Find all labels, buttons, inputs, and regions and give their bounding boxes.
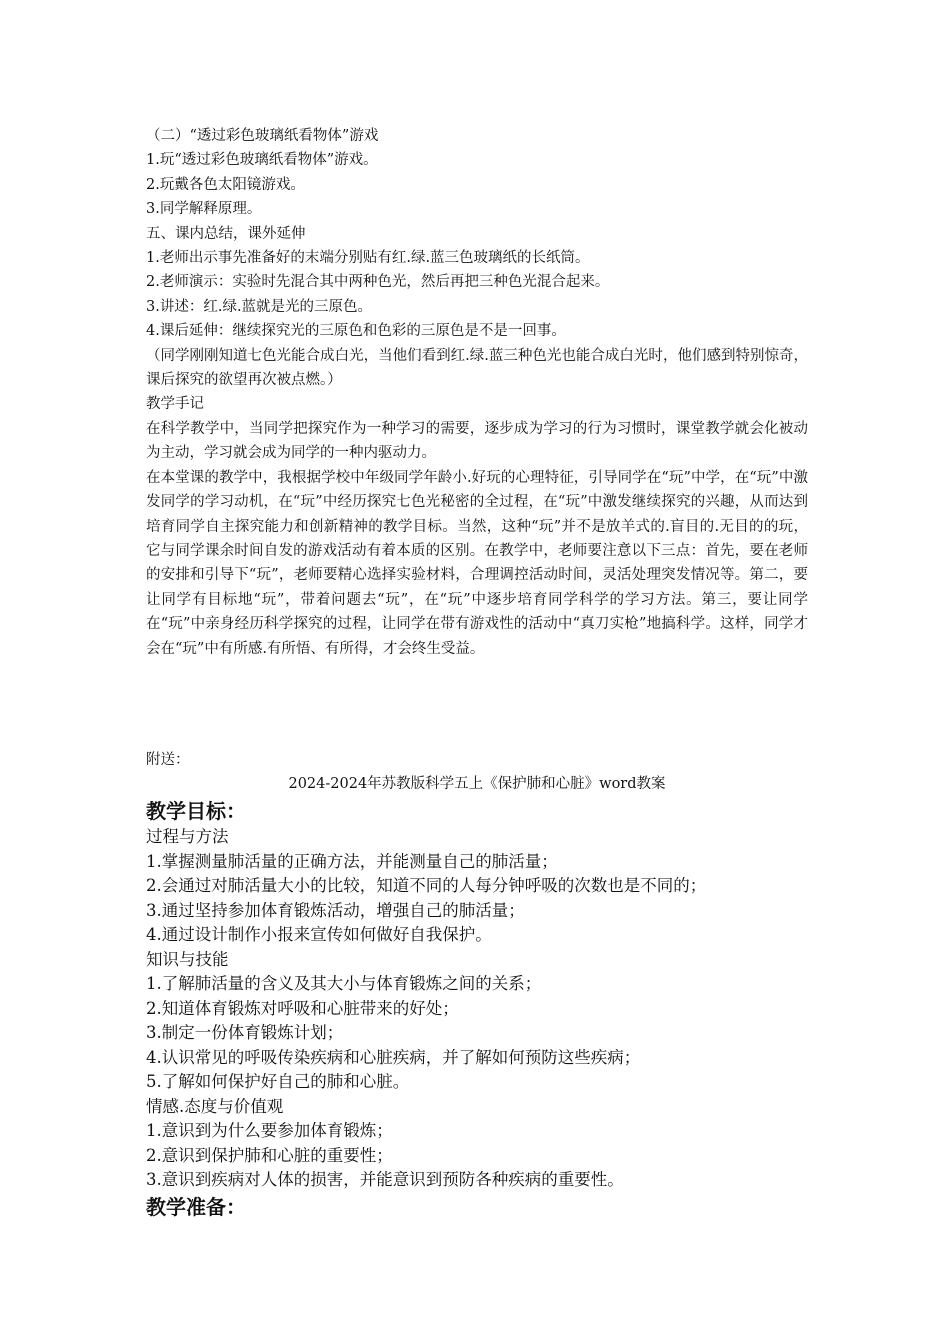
goal-item: 3.通过坚持参加体育锻炼活动，增强自己的肺活量； xyxy=(146,900,525,920)
notes-paragraph: 在科学教学中，当同学把探究作为一种学习的需要，逐步成为学习的行为习惯时，课堂教学就会化被动为主动，学习就会成为同学的一种内驱动力。 xyxy=(146,420,808,462)
activity-line: 4.课后延伸：继续探究光的三原色和色彩的三原色是不是一回事。 xyxy=(146,323,566,340)
activity-line: 2.玩戴各色太阳镜游戏。 xyxy=(146,176,305,193)
goal-item: 3.制定一份体育锻炼计划； xyxy=(146,1023,344,1042)
activity-line: 2.老师演示：实验时先混合其中两种色光，然后再把三种色光混合起来。 xyxy=(146,274,610,291)
goals-heading: 教学目标： xyxy=(146,799,246,823)
goal-item: 5.了解如何保护好自己的肺和心脏。 xyxy=(146,1072,410,1091)
goal-item: 2.知道体育锻炼对呼吸和心脏带来的好处； xyxy=(146,998,459,1018)
notes-paragraph: 在本堂课的教学中，我根据学校中年级同学年龄小.好玩的心理特征，引导同学在“玩”中学，在“玩”中激发同学的学习动机，在“玩”中经历探究七色光秘密的全过程，在“玩”中激发继续探究的兴趣，从而达到培育同学自主探究能力和创新精神的教学目标。当然，这种“玩”并不是放羊式的.盲目的.无目的的玩，它与同学课余时间自发的游戏活动有着本质的区别。在教学中，老师要注意以下三点：首先，要在老师的安排和引导下“玩”，老师要精心选择实验材料，合理调控活动时间，灵活处理突发情况等。第二，要让同学有目标地“玩”，带着问题去“玩”，在“玩”中逐步培育同学科学的学习方法。第三，要让同学在“玩”中亲身经历科学探究的过程，让同学在带有游戏性的活动中“真刀实枪”地搞科学。这样，同学才会在“玩”中有所感.有所悟、有所得，才会终生受益。 xyxy=(146,469,808,657)
attachment-label-wrap xyxy=(146,748,808,772)
goal-item: 4.认识常见的呼吸传染疾病和心脏疾病，并了解如何预防这些疾病； xyxy=(146,1047,641,1067)
activity-line: 1.玩“透过彩色玻璃纸看物体”游戏。 xyxy=(146,152,378,169)
goal-item: 1.了解肺活量的含义及其大小与体育锻炼之间的关系； xyxy=(146,974,542,993)
goal-item: 1.意识到为什么要参加体育锻炼； xyxy=(146,1121,393,1140)
goal-item: 1.掌握测量肺活量的正确方法，并能测量自己的肺活量； xyxy=(146,851,558,871)
activity-line: 3.同学解释原理。 xyxy=(146,201,262,218)
prep-heading: 教学准备： xyxy=(146,1194,246,1219)
goals-section xyxy=(146,797,808,1221)
activity-section xyxy=(146,124,808,661)
goal-item: 4.通过设计制作小报来宣传如何做好自我保护。 xyxy=(146,925,492,944)
goal-item: 3.意识到疾病对人体的损害，并能意识到预防各种疾病的重要性。 xyxy=(146,1170,624,1189)
notes-title: 教学手记 xyxy=(146,396,204,413)
subsection-title: 情感.态度与价值观 xyxy=(146,1096,284,1116)
attachment-title: 2024-2024年苏教版科学五上《保护肺和心脏》word教案 xyxy=(288,776,666,792)
activity-line: 1.老师出示事先准备好的末端分别贴有红.绿.蓝三色玻璃纸的长纸筒。 xyxy=(146,250,590,267)
subsection-title: 知识与技能 xyxy=(146,949,229,969)
activity-note: （同学刚刚知道七色光能合成白光，当他们看到红.绿.蓝三种色光也能合成白光时，他们感到特别惊奇，课后探究的欲望再次被点燃。） xyxy=(146,347,808,389)
subsection-title: 过程与方法 xyxy=(146,827,229,846)
section-heading: 五、课内总结，课外延伸 xyxy=(146,225,306,242)
goal-item: 2.会通过对肺活量大小的比较，知道不同的人每分钟呼吸的次数也是不同的； xyxy=(146,876,707,895)
attachment-label: 附送： xyxy=(146,752,190,768)
activity-line: （二）“透过彩色玻璃纸看物体”游戏 xyxy=(146,128,379,144)
activity-line: 3.讲述：红.绿.蓝就是光的三原色。 xyxy=(146,298,373,315)
goal-item: 2.意识到保护肺和心脏的重要性； xyxy=(146,1145,393,1165)
